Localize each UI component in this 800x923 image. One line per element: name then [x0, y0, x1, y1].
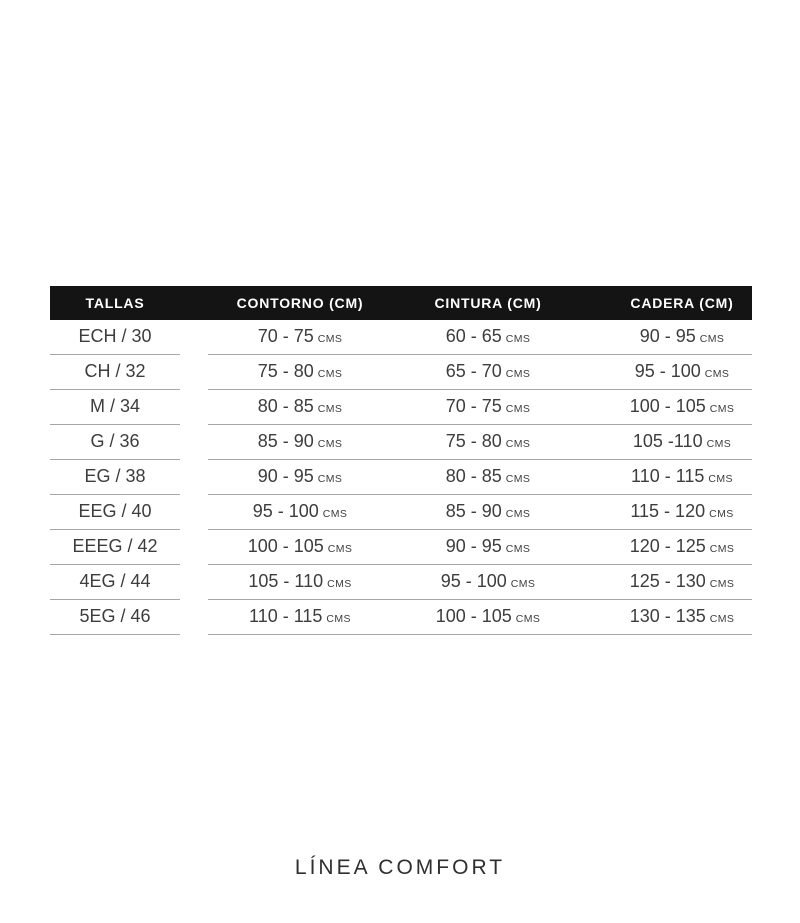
unit-label: CMS	[505, 333, 531, 345]
cadera-value: 130 - 135	[629, 606, 706, 626]
cadera-cell	[584, 600, 752, 634]
size-value: 5EG / 46	[79, 606, 151, 626]
cintura-cell	[392, 495, 584, 529]
contorno-cell	[208, 495, 392, 529]
contorno-value: 105 - 110	[248, 571, 324, 591]
unit-label: CMS	[709, 543, 735, 555]
cintura-cell	[392, 320, 584, 354]
contorno-cell	[208, 460, 392, 494]
size-cell	[50, 460, 180, 495]
table-row	[50, 530, 752, 565]
cadera-value: 95 - 100	[634, 361, 701, 381]
row-gap	[180, 320, 208, 355]
contorno-cell	[208, 600, 392, 634]
cadera-value: 105 -110	[632, 431, 703, 451]
unit-label: CMS	[709, 613, 735, 625]
table-body	[50, 320, 752, 635]
measurements-group	[208, 390, 752, 425]
unit-label: CMS	[709, 578, 735, 590]
size-value: M / 34	[89, 396, 141, 416]
unit-label: CMS	[322, 508, 348, 520]
table-row	[50, 390, 752, 425]
cadera-value: 120 - 125	[629, 536, 706, 556]
header-contorno: CONTORNO (CM)	[236, 295, 364, 311]
table-row	[50, 320, 752, 355]
cintura-cell	[392, 460, 584, 494]
unit-label: CMS	[505, 473, 531, 485]
contorno-cell	[208, 355, 392, 389]
cintura-value: 65 - 70	[445, 361, 502, 381]
row-gap	[180, 495, 208, 530]
unit-label: CMS	[326, 613, 351, 625]
header-cadera: CADERA (CM)	[630, 295, 734, 311]
row-gap	[180, 600, 208, 635]
size-cell	[50, 355, 180, 390]
cintura-cell	[392, 355, 584, 389]
cintura-value: 60 - 65	[445, 326, 502, 346]
size-cell	[50, 565, 180, 600]
cadera-cell	[584, 390, 752, 424]
unit-label: CMS	[317, 333, 343, 345]
cintura-value: 70 - 75	[445, 396, 502, 416]
unit-label: CMS	[505, 403, 531, 415]
unit-label: CMS	[704, 368, 730, 380]
unit-label: CMS	[708, 473, 733, 485]
cintura-cell	[392, 530, 584, 564]
cadera-cell	[584, 530, 752, 564]
measurements-group	[208, 355, 752, 390]
row-gap	[180, 355, 208, 390]
contorno-cell	[208, 320, 392, 354]
measurements-group	[208, 530, 752, 565]
contorno-cell	[208, 530, 392, 564]
cadera-cell	[584, 320, 752, 354]
size-cell	[50, 530, 180, 565]
cintura-value: 75 - 80	[445, 431, 502, 451]
header-tallas: TALLAS	[85, 295, 145, 311]
unit-label: CMS	[505, 543, 531, 555]
measurements-group	[208, 320, 752, 355]
row-gap	[180, 425, 208, 460]
size-cell	[50, 425, 180, 460]
row-gap	[180, 390, 208, 425]
cadera-value: 90 - 95	[639, 326, 696, 346]
unit-label: CMS	[510, 578, 536, 590]
cadera-cell	[584, 565, 752, 599]
measurements-group	[208, 600, 752, 635]
unit-label: CMS	[505, 438, 531, 450]
row-gap	[180, 530, 208, 565]
unit-label: CMS	[317, 403, 343, 415]
cadera-cell	[584, 495, 752, 529]
cadera-cell	[584, 460, 752, 494]
row-gap	[180, 460, 208, 495]
cadera-value: 125 - 130	[629, 571, 706, 591]
collection-label: LÍNEA COMFORT	[294, 856, 506, 879]
size-value: EEG / 40	[78, 501, 152, 521]
size-chart-table	[50, 286, 752, 635]
unit-label: CMS	[709, 403, 735, 415]
size-value: CH / 32	[84, 361, 146, 381]
contorno-value: 85 - 90	[257, 431, 314, 451]
table-row	[50, 600, 752, 635]
size-value: EG / 38	[84, 466, 146, 486]
cintura-value: 80 - 85	[445, 466, 502, 486]
size-value: EEEG / 42	[72, 536, 158, 556]
size-value: ECH / 30	[78, 326, 152, 346]
cadera-cell	[584, 425, 752, 459]
cadera-value: 100 - 105	[629, 396, 706, 416]
cintura-cell	[392, 425, 584, 459]
cintura-cell	[392, 390, 584, 424]
table-row	[50, 495, 752, 530]
contorno-cell	[208, 390, 392, 424]
cadera-value: 115 - 120	[630, 501, 706, 521]
unit-label: CMS	[505, 508, 531, 520]
measurements-group	[208, 425, 752, 460]
contorno-value: 75 - 80	[257, 361, 314, 381]
unit-label: CMS	[505, 368, 531, 380]
size-cell	[50, 600, 180, 635]
unit-label: CMS	[699, 333, 725, 345]
unit-label: CMS	[317, 473, 343, 485]
contorno-value: 110 - 115	[249, 606, 323, 626]
measurements-group	[208, 495, 752, 530]
table-row	[50, 460, 752, 495]
size-cell	[50, 495, 180, 530]
unit-label: CMS	[317, 368, 343, 380]
contorno-cell	[208, 425, 392, 459]
contorno-value: 100 - 105	[247, 536, 324, 556]
row-gap	[180, 565, 208, 600]
unit-label: CMS	[515, 613, 541, 625]
cintura-value: 100 - 105	[435, 606, 512, 626]
contorno-cell	[208, 565, 392, 599]
size-cell	[50, 320, 180, 355]
unit-label: CMS	[706, 438, 732, 450]
unit-label: CMS	[327, 578, 352, 590]
table-header-row	[50, 286, 752, 320]
table-row	[50, 355, 752, 390]
cintura-value: 90 - 95	[445, 536, 502, 556]
contorno-value: 70 - 75	[257, 326, 314, 346]
cintura-cell	[392, 565, 584, 599]
size-value: 4EG / 44	[79, 571, 151, 591]
cintura-value: 95 - 100	[440, 571, 507, 591]
cadera-value: 110 - 115	[631, 466, 705, 486]
table-row	[50, 565, 752, 600]
size-cell	[50, 390, 180, 425]
contorno-value: 90 - 95	[257, 466, 314, 486]
cintura-value: 85 - 90	[445, 501, 502, 521]
table-row	[50, 425, 752, 460]
contorno-value: 95 - 100	[252, 501, 319, 521]
contorno-value: 80 - 85	[257, 396, 314, 416]
unit-label: CMS	[317, 438, 343, 450]
header-cintura: CINTURA (CM)	[434, 295, 542, 311]
cintura-cell	[392, 600, 584, 634]
unit-label: CMS	[709, 508, 734, 520]
cadera-cell	[584, 355, 752, 389]
measurements-group	[208, 565, 752, 600]
measurements-group	[208, 460, 752, 495]
unit-label: CMS	[327, 543, 353, 555]
size-value: G / 36	[90, 431, 140, 451]
